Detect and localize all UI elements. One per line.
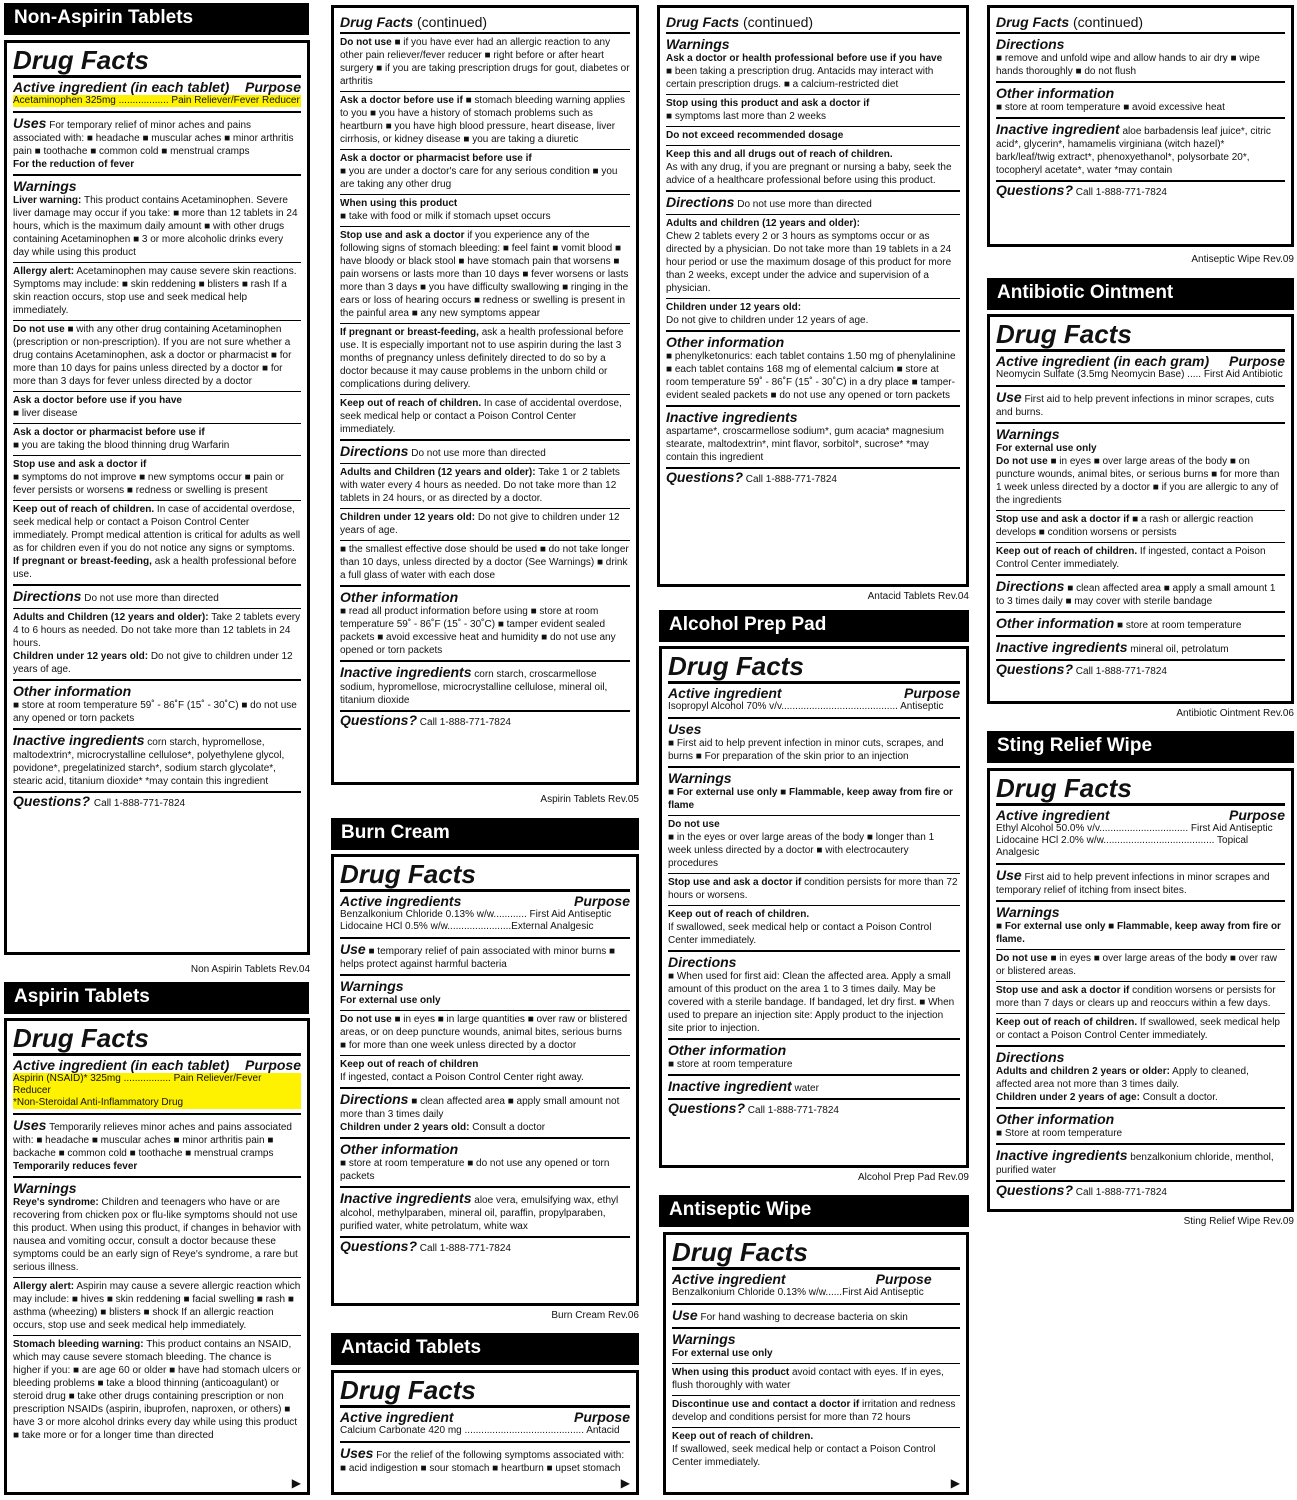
continued-label: (continued) — [417, 14, 488, 30]
directions-heading: Directions — [996, 36, 1065, 52]
stomach-text: This product contains an NSAID, which may cause severe stomach bleeding. The chance is higher if you: ■ are age 60 or older ■ have had stomach ulcers or bleeding problems ■ take a blood thinning (anticoagulant) or steroid drug ■ take other drugs containing prescription or non prescription NSAIDs (aspirin, ibuprofen, naproxen, or others) ■ have 3 or more alcohol drinks every day while using this product ■ take more or for a longer time than directed — [13, 1339, 301, 1441]
keep-out-label: Keep out of reach of children — [340, 1059, 479, 1070]
allergy-text: Acetaminophen may cause severe skin reactions. Symptoms may include: ■ skin reddening ■ blisters ■ rash If a skin reaction occurs, stop use and seek medical help immediately. — [13, 266, 297, 316]
directions-children-text: Do not give to children under 12 years of age. — [13, 651, 293, 675]
uses-text: ■ temporary relief of pain associated with minor burns ■ helps protect against harmful bacteria — [340, 946, 616, 970]
questions-line: Questions? Call 1-888-771-7824 — [340, 1236, 630, 1258]
inactive-heading: Inactive ingredients — [666, 409, 798, 425]
directions-heading: Directions — [340, 443, 409, 459]
continued-label: (continued) — [743, 14, 814, 30]
ask-doctor-text: ■ liver disease — [13, 408, 78, 419]
do-not-use-text: ■ with any other drug containing Acetaminophen (prescription or non-prescription). If you are not sure whether a drug contains Acetaminophen, ask a doctor or pharmacist ■ for more than 10 days for pains unless directed by a doctor ■ for more than 3 days for fever unless directed by a doctor — [13, 324, 292, 387]
antiseptic-wipe-revision: Antiseptic Wipe Rev.09 — [1191, 254, 1294, 265]
uses-heading: Use — [996, 389, 1022, 405]
active-ingredient-heading: Active ingredient (in each gram) — [996, 353, 1210, 369]
directions-extra: ■ the smallest effective dose should be used ■ do not take longer than 10 days, unless directed by a doctor (See Warnings) ■ drink a full glass of water with each dose — [340, 540, 630, 585]
ask-doctor-label: Ask a doctor before use if — [340, 95, 463, 106]
other-info-text: ■ store at room temperature ■ do not use any opened or torn packets — [340, 1158, 610, 1182]
alcohol-prep-revision: Alcohol Prep Pad Rev.09 — [858, 1172, 969, 1183]
burn-cream-drug-facts — [331, 854, 639, 1306]
active-ingredient-heading: Active ingredient — [996, 807, 1110, 823]
active-ingredient-heading: Active ingredient (in each tablet) — [13, 1057, 230, 1073]
stop-use-label: Stop use and ask a doctor if — [996, 514, 1130, 525]
active-ingredient-line: Acetaminophen 325mg .................. Pain Reliever/Fever Reducer — [13, 95, 300, 106]
uses-bold: For the reduction of fever — [13, 159, 135, 170]
other-info-heading: Other information — [668, 1042, 787, 1058]
stop-use-text: ■ symptoms last more than 2 weeks — [666, 111, 826, 122]
do-not-exceed: Do not exceed recommended dosage — [666, 130, 844, 141]
stomach-label: Stomach bleeding warning: — [13, 1339, 144, 1350]
inactive-heading: Inactive ingredient — [668, 1078, 792, 1094]
panel-title-antiseptic-wipe: Antiseptic Wipe — [659, 1195, 969, 1227]
active-ingredient-heading: Active ingredients — [340, 893, 462, 909]
directions-text: ■ clean affected area ■ apply a small amount 1 to 3 times daily ■ may cover with sterile bandage — [996, 583, 1276, 607]
when-using-label: When using this product — [672, 1367, 790, 1378]
pregnant-label: If pregnant or breast-feeding, — [340, 327, 479, 338]
active-ingredient-line: Ethyl Alcohol 50.0% v/v................................ First Aid Antiseptic — [996, 823, 1273, 834]
questions-line: Questions? Call 1-888-771-7824 — [666, 467, 960, 489]
stop-use-label: Stop using this product and ask a doctor if — [666, 98, 870, 109]
discontinue-label: Discontinue use and contact a doctor if — [672, 1399, 860, 1410]
questions-line: Questions? Call 1-888-771-7824 — [996, 180, 1285, 202]
do-not-use-label: Do not use — [996, 456, 1048, 467]
uses-heading: Uses — [668, 721, 702, 737]
inactive-heading: Inactive ingredients — [340, 664, 472, 680]
liver-warning-label: Liver warning: — [13, 195, 82, 206]
antibiotic-drug-facts — [987, 314, 1294, 704]
alcohol-prep-drug-facts — [659, 646, 969, 1168]
uses-text: For hand washing to decrease bacteria on skin — [700, 1312, 908, 1323]
other-info-heading: Other information — [996, 85, 1115, 101]
stop-use-label: Stop use and ask a doctor if — [13, 459, 147, 470]
warnings-heading: Warnings — [13, 1180, 77, 1196]
questions-line: Questions? Call 1-888-771-7824 — [668, 1098, 960, 1120]
keep-out-label: Keep out of reach of children. — [340, 398, 482, 409]
panel-title-alcohol-prep: Alcohol Prep Pad — [659, 610, 969, 642]
drug-facts-heading: Drug Facts — [13, 45, 149, 75]
liver-warning-text: This product contains Acetaminophen. Severe liver damage may occur if you take: ■ more than 12 tablets in 24 hours, which is the maximum daily amount ■ with other drugs containing Acetaminophen ■ 3 or more alcoholic drinks every day while using this product — [13, 195, 298, 258]
continue-arrow-icon: ▶ — [291, 1476, 301, 1490]
do-not-use-text: ■ in eyes ■ in large quantities ■ over raw or blistered areas, or on deep puncture wounds, animal bites, serious burns ■ for more than one week unless directed by a doctor — [340, 1014, 628, 1051]
directions-heading: Directions — [666, 194, 735, 210]
other-info-heading: Other information — [13, 683, 132, 699]
other-info-text: ■ read all product information before using ■ store at room temperature 59˚ - 86˚F (15˚ - 30˚C) ■ tamper evident sealed packets ■ avoid excessive heat and humidity ■ do not use any opened or torn packets — [340, 606, 616, 656]
directions-adults-text: Take 1 or 2 tablets with water every 4 hours as needed. Do not take more than 12 tablets in 24 hours, or as directed by a doctor. — [340, 467, 620, 504]
continued-heading: Drug Facts — [340, 14, 414, 30]
directions-adults-text: Take 2 tablets every 4 to 6 hours as needed. Do not take more than 12 tablets in 24 hours. — [13, 612, 301, 649]
active-ingredient-line: Calcium Carbonate 420 mg ........................................... Antacid — [340, 1425, 620, 1436]
inactive-heading: Inactive ingredient — [996, 121, 1120, 137]
directions-heading: Directions — [668, 954, 737, 970]
warnings-heading: Warnings — [996, 904, 1060, 920]
stop-use-text: ■ symptoms do not improve ■ new symptoms occur ■ pain or fever persists or worsens ■ redness or swelling is present — [13, 472, 284, 496]
aspirin-continued — [331, 5, 639, 785]
pregnant-text: ask a health professional before use. — [13, 556, 297, 580]
uses-heading: Uses — [340, 1445, 374, 1461]
active-ingredient-heading: Active ingredient — [672, 1271, 786, 1287]
external-use-text: ■ For external use only ■ Flammable, keep away from fire or flame. — [996, 921, 1281, 945]
aspirin-drug-facts — [4, 1018, 310, 1495]
continue-arrow-icon: ▶ — [620, 1476, 630, 1490]
uses-heading: Use — [340, 941, 366, 957]
keep-out-text: As with any drug, if you are pregnant or nursing a baby, seek the advice of a healthcare professional before using this product. — [666, 162, 952, 186]
purpose-heading: Purpose — [573, 1409, 630, 1425]
antiseptic-wipe-continued — [987, 5, 1294, 247]
keep-out-text: If ingested, contact a Poison Control Center right away. — [340, 1072, 584, 1083]
directions-children-label: Children under 12 years old: — [340, 512, 476, 523]
reye-label: Reye's syndrome: — [13, 1197, 99, 1208]
directions-adults-text: Chew 2 tablets every 2 or 3 hours as symptoms occur or as directed by a physician. Do not take more than 19 tablets in a 24 hour period or use the maximum dosage of this product for more than 2 weeks, except under the advice and supervision of a physician. — [666, 231, 952, 294]
directions-adults-text: Apply to cleaned, affected area not more than 3 times daily. — [996, 1066, 1249, 1090]
reye-text: Children and teenagers who have or are recovering from chicken pox or flu-like symptoms should not use this product. When using this product, if changes in behavior with nausea and vomiting occur, consult a doctor because these symptoms could be an early sign of Reye's syndrome, a rare but serious illness. — [13, 1197, 301, 1273]
discontinue-text: irritation and redness develop and conditions persist for more than 72 hours — [672, 1399, 956, 1423]
other-info-text: ■ Store at room temperature — [996, 1128, 1123, 1139]
directions-text: ■ clean affected area ■ apply small amount not more than 3 times daily — [340, 1096, 620, 1120]
panel-title-burn-cream: Burn Cream — [331, 818, 639, 850]
when-using-label: When using this product — [340, 198, 458, 209]
purpose-heading: Purpose — [244, 79, 301, 95]
warnings-heading: Warnings — [13, 178, 77, 194]
keep-out-label: Keep out of reach of children. — [996, 1017, 1138, 1028]
directions-adults-label: Adults and Children (12 years and older): — [13, 612, 209, 623]
drug-facts-heading: Drug Facts — [668, 651, 804, 681]
other-info-heading: Other information — [996, 615, 1115, 631]
stop-use-text: if you experience any of the following signs of stomach bleeding: ■ feel faint ■ vomit blood ■ have bloody or black stool ■ have stomach pain that worsens ■ pain worsens or lasts more than 10 days ■ fever worsens or lasts more than 3 days ■ you have difficulty swallowing ■ ringing in the ears or loss of hearing occurs ■ redness or swelling is present in the painful area ■ any new symptoms appear — [340, 230, 629, 319]
directions-adults-label: Adults and children 2 years or older: — [996, 1066, 1170, 1077]
stop-use-text: condition worsens or persists for more than 7 days or clears up and reoccurs within a few days. — [996, 985, 1276, 1009]
do-not-use-text: ■ in eyes ■ over large areas of the body ■ on puncture wounds, animal bites, or serious burns ■ for more than 1 week unless directed by a doctor ■ if you are allergic to any of the ingredients — [996, 456, 1280, 506]
keep-out-label: Keep out of reach of children. — [672, 1431, 814, 1442]
drug-facts-heading: Drug Facts — [13, 1023, 149, 1053]
do-not-use-label: Do not use — [996, 953, 1048, 964]
pregnant-label: If pregnant or breast-feeding, — [13, 556, 152, 567]
burn-cream-revision: Burn Cream Rev.06 — [551, 1310, 639, 1321]
drug-facts-heading: Drug Facts — [996, 773, 1132, 803]
uses-heading: Uses — [13, 115, 47, 131]
active-ingredient-heading: Active ingredient — [340, 1409, 454, 1425]
keep-out-label: Keep out of reach of children. — [668, 909, 810, 920]
drug-facts-heading: Drug Facts — [996, 319, 1132, 349]
drug-facts-heading: Drug Facts — [672, 1237, 808, 1267]
active-ingredient-line: Aspirin (NSAID)* 325mg ................. Pain Reliever/Fever Reducer — [13, 1073, 301, 1097]
keep-out-text: If swallowed, seek medical help or contact a Poison Control Center immediately. — [996, 1017, 1280, 1041]
keep-out-text: If swallowed, seek medical help or contact a Poison Control Center immediately. — [672, 1444, 936, 1468]
directions-children-text: Consult a doctor. — [1142, 1092, 1218, 1103]
ask-doctor-label: Ask a doctor before use if you have — [13, 395, 182, 406]
warnings-heading: Warnings — [668, 770, 732, 786]
keep-out-text: In case of accidental overdose, seek medical help or contact a Poison Control Center immediately. Prompt medical attention is critical for adults as well as for children even if you do not notice any signs or symptoms. — [13, 504, 301, 554]
other-info-heading: Other information — [996, 1111, 1115, 1127]
other-info-heading: Other information — [666, 334, 785, 350]
external-use-text: ■ For external use only ■ Flammable, keep away from fire or flame — [668, 787, 953, 811]
inactive-text: corn starch, croscarmellose sodium, hypromellose, microcrystalline cellulose, mineral oil, titanium dioxide — [340, 669, 608, 706]
nsaid-note: *Non-Steroidal Anti-Inflammatory Drug — [13, 1097, 301, 1109]
ask-doctor-text: ■ been taking a prescription drug. Antacids may interact with certain prescription drugs. ■ a calcium-restricted diet — [666, 66, 934, 90]
directions-children-text: Do not give to children under 12 years of age. — [666, 315, 869, 326]
questions-line: Questions? Call 1-888-771-7824 — [996, 1180, 1285, 1202]
uses-text: First aid to help prevent infections in minor scrapes, cuts and burns. — [996, 394, 1275, 418]
keep-out-label: Keep out of reach of children. — [996, 546, 1138, 557]
warnings-heading: Warnings — [996, 426, 1060, 442]
directions-heading: Directions — [996, 578, 1065, 594]
other-info-text: ■ store at room temperature ■ avoid excessive heat — [996, 102, 1225, 113]
uses-heading: Uses — [13, 1117, 47, 1133]
continued-heading: Drug Facts — [666, 14, 740, 30]
external-use-text: For external use only — [996, 443, 1097, 454]
do-not-use-text: ■ in the eyes or over large areas of the body ■ longer than 1 week unless directed by a doctor ■ with electrocautery procedures — [668, 832, 935, 869]
inactive-heading: Inactive ingredients — [340, 1190, 472, 1206]
inactive-heading: Inactive ingredients — [13, 732, 145, 748]
ask-pharmacist-label: Ask a doctor or pharmacist before use if — [340, 153, 532, 164]
keep-out-text: If ingested, contact a Poison Control Center immediately. — [996, 546, 1266, 570]
directions-adults-label: Adults and children (12 years and older): — [666, 218, 860, 229]
pregnant-text: ask a health professional before use. It is especially important not to use aspirin during the last 3 months of pregnancy unless definitely directed to do so by a doctor because it may cause problems in the unborn child or complications during delivery. — [340, 327, 624, 390]
allergy-label: Allergy alert: — [13, 1281, 75, 1292]
keep-out-label: Keep this and all drugs out of reach of children. — [666, 149, 893, 160]
active-ingredient-line-2: Lidocaine HCl 0.5% w/w.......................External Analgesic — [340, 921, 594, 932]
do-not-use-label: Do not use — [668, 819, 720, 830]
directions-text: ■ remove and unfold wipe and allow hands to air dry ■ wipe hands thoroughly ■ do not flush — [996, 53, 1260, 77]
inactive-text: aloe barbadensis leaf juice*, citric acid*, glycerin*, hamamelis virginiana (witch hazel)* bark/leaf/twig extract*, phenoxyethanol*, polysorbate 20*, tocopheryl acetate*, water *may contain — [996, 126, 1271, 176]
other-info-text: ■ store at room temperature — [668, 1059, 793, 1070]
antacid-continued — [657, 5, 969, 587]
purpose-heading: Purpose — [903, 685, 960, 701]
purpose-heading: Purpose — [573, 893, 630, 909]
when-using-text: avoid contact with eyes. If in eyes, flush thoroughly with water — [672, 1367, 944, 1391]
keep-out-text: If swallowed, seek medical help or contact a Poison Control Center immediately. — [668, 922, 932, 946]
panel-title-aspirin: Aspirin Tablets — [4, 982, 309, 1014]
directions-heading: Directions — [13, 588, 82, 604]
panel-title-sting-relief: Sting Relief Wipe — [987, 731, 1294, 763]
antiseptic-wipe-drug-facts — [663, 1232, 969, 1495]
allergy-text: Aspirin may cause a severe allergic reaction which may include: ■ hives ■ skin reddening ■ facial swelling ■ rash ■ asthma (wheezing) ■ blisters ■ shock If an allergic reaction occurs, stop use and seek medical help immediately. — [13, 1281, 301, 1331]
panel-title-antibiotic: Antibiotic Ointment — [987, 278, 1294, 310]
do-not-use-label: Do not use — [340, 37, 392, 48]
directions-text: ■ When used for first aid: Clean the affected area. Apply a small amount of this product on the area 1 to 3 times daily. May be covered with a sterile bandage. If bandaged, let dry first. ■ When used to prepare an injection site: Apply product to the injection site prior to injection. — [668, 971, 955, 1034]
directions-note: Do not use more than directed — [84, 593, 219, 604]
do-not-use-label: Do not use — [13, 324, 65, 335]
ask-pharmacist-text: ■ you are under a doctor's care for any serious condition ■ you are taking any other drug — [340, 166, 618, 190]
antibiotic-revision: Antibiotic Ointment Rev.06 — [1176, 708, 1294, 719]
other-info-heading: Other information — [340, 589, 459, 605]
allergy-label: Allergy alert: — [13, 266, 75, 277]
stop-use-text: ■ a rash or allergic reaction develops ■ condition worsens or persists — [996, 514, 1254, 538]
directions-note: Do not use more than directed — [737, 199, 872, 210]
other-info-text: ■ store at room temperature — [1117, 620, 1242, 631]
other-info-text: ■ store at room temperature 59˚ - 86˚F (15˚ - 30˚C) ■ do not use any opened or torn packets — [13, 700, 297, 724]
directions-children-text: Consult a doctor — [472, 1122, 546, 1133]
continued-heading: Drug Facts — [996, 14, 1070, 30]
sting-relief-revision: Sting Relief Wipe Rev.09 — [1183, 1216, 1294, 1227]
continued-label: (continued) — [1073, 14, 1144, 30]
directions-heading: Directions — [340, 1091, 409, 1107]
inactive-text: mineral oil, petrolatum — [1130, 644, 1229, 655]
keep-out-text: In case of accidental overdose, seek medical help or contact a Poison Control Center immediately. — [340, 398, 622, 435]
external-use-text: For external use only — [672, 1348, 773, 1359]
directions-children-text: Do not give to children under 12 years of age. — [340, 512, 620, 536]
inactive-text: water — [794, 1083, 819, 1094]
directions-children-label: Children under 12 years old: — [13, 651, 149, 662]
do-not-use-text: ■ if you have ever had an allergic reaction to any other pain reliever/fever reducer ■ right before or after heart surgery ■ if you are taking prescription drugs for gout, diabetes or arthritis — [340, 37, 630, 87]
drug-facts-heading: Drug Facts — [340, 1375, 476, 1405]
questions-line: Questions? Call 1-888-771-7824 — [13, 791, 301, 813]
panel-title-antacid: Antacid Tablets — [331, 1333, 639, 1365]
purpose-heading: Purpose — [1228, 353, 1285, 369]
inactive-text: aspartame*, croscarmellose sodium*, gum acacia* magnesium stearate, maltodextrin*, mint flavor, sorbitol*, sucrose* *may contain this ingredient — [666, 426, 944, 463]
active-ingredient-heading: Active ingredient — [668, 685, 782, 701]
stop-use-text: condition persists for more than 72 hours or worsens. — [668, 877, 958, 901]
questions-line: Questions? Call 1-888-771-7824 — [996, 659, 1285, 681]
purpose-heading: Purpose — [875, 1271, 932, 1287]
external-use-text: For external use only — [340, 995, 441, 1006]
warnings-heading: Warnings — [666, 36, 730, 52]
sting-relief-drug-facts — [987, 768, 1294, 1212]
uses-text: ■ First aid to help prevent infection in minor cuts, scrapes, and burns ■ For preparation of the skin prior to an injection — [668, 738, 944, 762]
stop-use-label: Stop use and ask a doctor if — [996, 985, 1130, 996]
non-aspirin-revision: Non Aspirin Tablets Rev.04 — [190, 964, 310, 975]
inactive-text: aloe vera, emulsifying wax, ethyl alcohol, methylparaben, mineral oil, paraffin, propylparaben, purified water, white petrolatum, white wax — [340, 1195, 619, 1232]
stop-use-label: Stop use and ask a doctor if — [668, 877, 802, 888]
stop-use-label: Stop use and ask a doctor — [340, 230, 465, 241]
uses-text: For temporary relief of minor aches and pains associated with: ■ headache ■ muscular aches ■ minor arthritis pain ■ toothache ■ common cold ■ menstrual cramps — [13, 120, 294, 157]
continue-arrow-icon: ▶ — [950, 1476, 960, 1490]
uses-heading: Use — [672, 1307, 698, 1323]
inactive-heading: Inactive ingredients — [996, 1147, 1128, 1163]
ask-pharmacist-label: Ask a doctor or pharmacist before use if — [13, 427, 205, 438]
ask-pharmacist-text: ■ you are taking the blood thinning drug Warfarin — [13, 440, 230, 451]
keep-out-label: Keep out of reach of children. — [13, 504, 155, 515]
antacid-revision: Antacid Tablets Rev.04 — [867, 591, 969, 602]
when-using-text: ■ take with food or milk if stomach upset occurs — [340, 211, 551, 222]
inactive-heading: Inactive ingredients — [996, 639, 1128, 655]
uses-heading: Use — [996, 867, 1022, 883]
active-ingredient-line: Isopropyl Alcohol 70% v/v.......................................... Antiseptic — [668, 701, 944, 712]
active-ingredient-line-2: Lidocaine HCl 2.0% w/w........................................ Topical Analgesic — [996, 835, 1249, 858]
aspirin-revision: Aspirin Tablets Rev.05 — [540, 794, 639, 805]
drug-facts-heading: Drug Facts — [340, 859, 476, 889]
purpose-heading: Purpose — [1228, 807, 1285, 823]
other-info-text: ■ phenylketonurics: each tablet contains 1.50 mg of phenylalinine ■ each tablet contains 168 mg of elemental calcium ■ store at room temperature 59˚ - 86˚F (15˚ - 30˚C) in a dry place ■ tamper-evident sealed packets ■ do not use any opened or torn packets — [666, 351, 956, 401]
questions-line: Questions? Call 1-888-771-7824 — [340, 710, 630, 732]
panel-title-non-aspirin: Non-Aspirin Tablets — [4, 3, 309, 35]
ask-doctor-label: Ask a doctor or health professional before use if you have — [666, 53, 943, 64]
directions-children-label: Children under 2 years old: — [340, 1122, 470, 1133]
inactive-text: corn starch, hypromellose, maltodextrin*, microcrystalline cellulose*, polyethylene glycol, povidone*, pregelatinized starch*, sodium starch glycolate*, stearic acid, titanium dioxide* *may contain this ingredient — [13, 737, 285, 787]
directions-children-label: Children under 2 years of age: — [996, 1092, 1140, 1103]
purpose-heading: Purpose — [244, 1057, 301, 1073]
do-not-use-label: Do not use — [340, 1014, 392, 1025]
directions-heading: Directions — [996, 1049, 1065, 1065]
uses-text: First aid to help prevent infections in minor scrapes and temporary relief of itching from insect bites. — [996, 872, 1270, 896]
uses-bold: Temporarily reduces fever — [13, 1161, 138, 1172]
warnings-heading: Warnings — [340, 978, 404, 994]
warnings-heading: Warnings — [672, 1331, 736, 1347]
antacid-drug-facts — [331, 1370, 639, 1495]
uses-text: Temporarily relieves minor aches and pains associated with: ■ headache ■ muscular aches ■ minor arthritis pain ■ backache ■ common cold ■ toothache ■ menstrual cramps — [13, 1122, 292, 1159]
active-ingredient-line: Neomycin Sulfate (3.5mg Neomycin Base) ..... First Aid Antibiotic — [996, 369, 1283, 380]
do-not-use-text: ■ in eyes ■ over large areas of the body ■ over raw or blistered areas. — [996, 953, 1278, 977]
directions-children-label: Children under 12 years old: — [666, 302, 802, 313]
uses-text: For the relief of the following symptoms associated with: ■ acid indigestion ■ sour stomach ■ heartburn ■ upset stomach — [340, 1450, 625, 1474]
active-ingredient-heading: Active ingredient (in each tablet) — [13, 79, 230, 95]
active-ingredient-line: Benzalkonium Chloride 0.13% w/w......First Aid Antiseptic — [672, 1287, 924, 1298]
other-info-heading: Other information — [340, 1141, 459, 1157]
directions-note: Do not use more than directed — [411, 448, 546, 459]
ask-doctor-text: ■ stomach bleeding warning applies to you ■ you have a history of stomach problems such as heartburn ■ you have high blood pressure, heart disease, liver cirrhosis, or kidney disease ■ you are taking a diuretic — [340, 95, 626, 145]
active-ingredient-line: Benzalkonium Chloride 0.13% w/w............ First Aid Antiseptic — [340, 909, 612, 920]
non-aspirin-drug-facts — [4, 40, 310, 955]
directions-adults-label: Adults and Children (12 years and older): — [340, 467, 536, 478]
inactive-text: benzalkonium chloride, menthol, purified water — [996, 1152, 1274, 1176]
